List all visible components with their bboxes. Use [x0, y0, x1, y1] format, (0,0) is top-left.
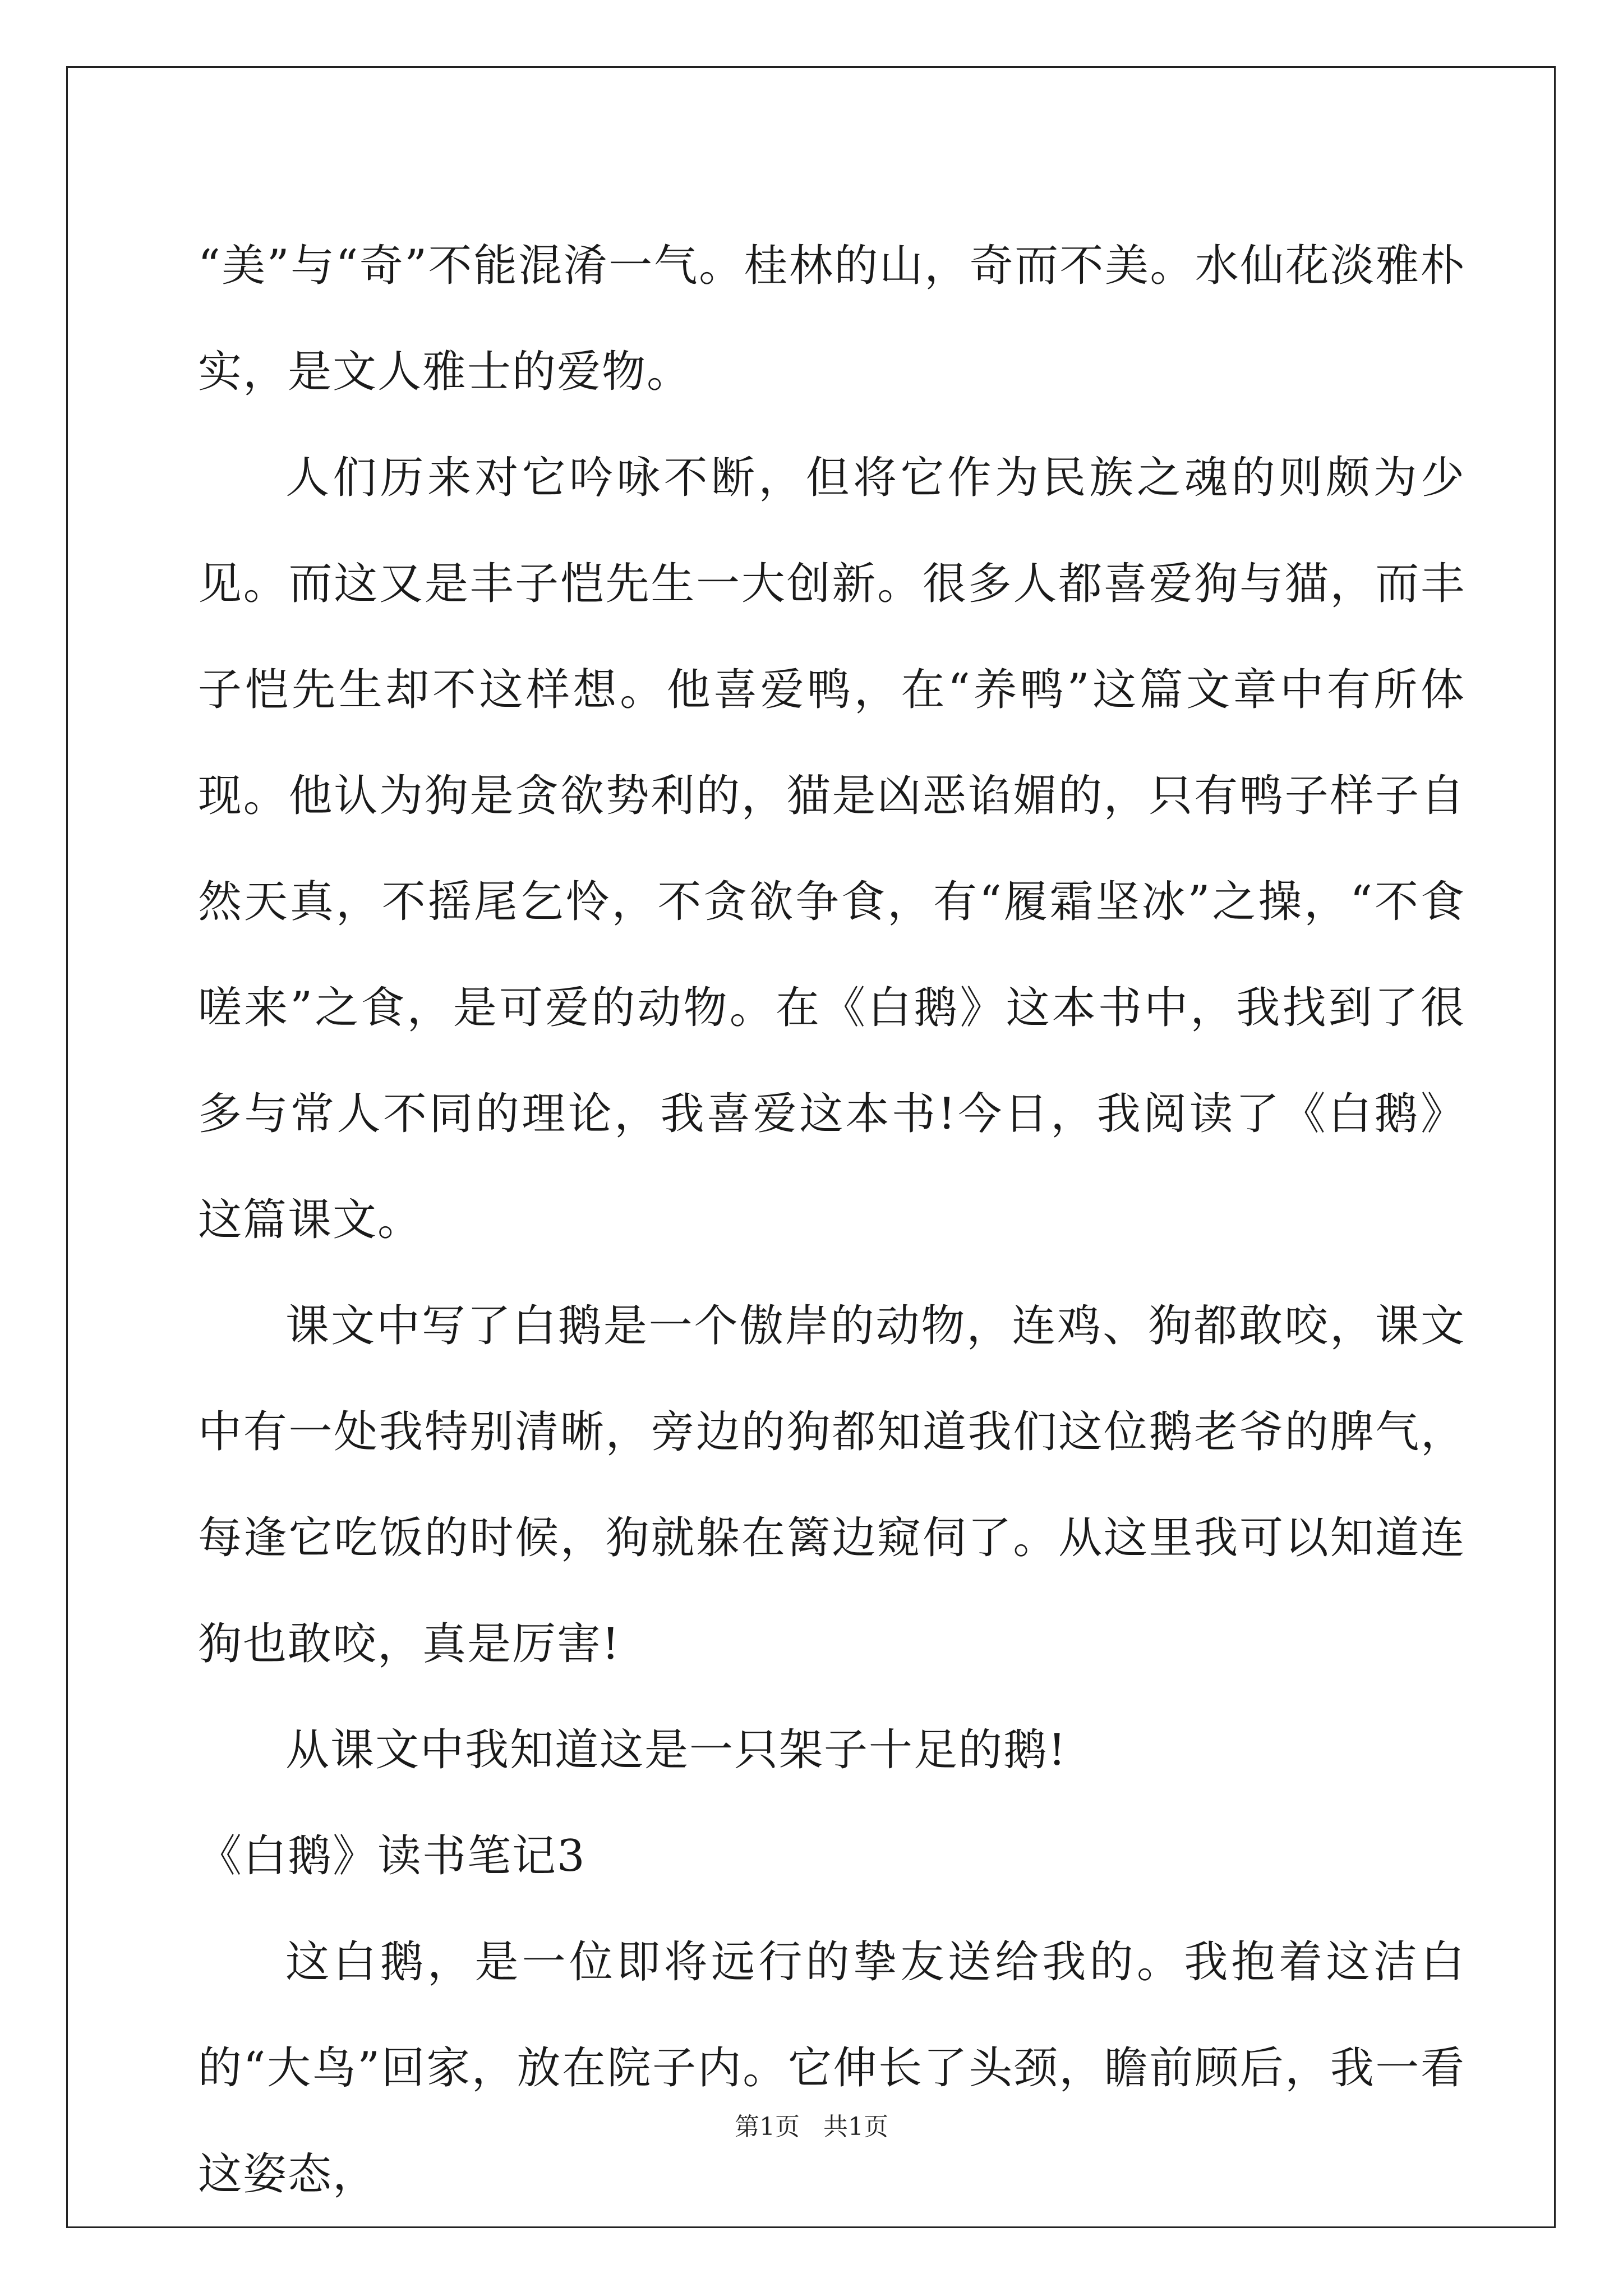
- page-footer: [0, 2110, 1623, 2144]
- paragraph-1: “美”与“奇”不能混淆一气。桂林的山，奇而不美。水仙花淡雅朴实，是文人雅士的爱物。: [198, 241, 1465, 397]
- document-body: [198, 213, 1465, 2228]
- paragraph-5: 这白鹅，是一位即将远行的挚友送给我的。我抱着这洁白的“大鸟”回家，放在院子内。它伸长了头颈，瞻前顾后，我一看这姿态，: [198, 1937, 1465, 2200]
- paragraph-4: 从课文中我知道这是一只架子十足的鹅!: [285, 1725, 1067, 1775]
- paragraph-2: 人们历来对它吟咏不断，但将它作为民族之魂的则颇为少见。而这又是丰子恺先生一大创新。很多人都喜爱狗与猫，而丰子恺先生却不这样想。他喜爱鸭，在“养鸭”这篇文章中有所体现。他认为狗是贪欲势利的，猫是凶恶谄媚的，只有鸭子样子自然天真，不摇尾乞怜，不贪欲争食，有“履霜坚冰”之操，“不食嗟来”之食，是可爱的动物。在《白鹅》这本书中，我找到了很多与常人不同的理论，我喜爱这本书!今日，我阅读了《白鹅》这篇课文。: [198, 453, 1465, 1245]
- page-total: 共1页: [823, 2113, 888, 2141]
- paragraph-3: 课文中写了白鹅是一个傲岸的动物，连鸡、狗都敢咬，课文中有一处我特别清晰，旁边的狗都知道我们这位鹅老爷的脾气，每逢它吃饭的时候，狗就躲在篱边窥伺了。从这里我可以知道连狗也敢咬，真是厉害!: [198, 1301, 1465, 1669]
- page-number: 第1页: [735, 2113, 800, 2141]
- section-heading: 《白鹅》读书笔记3: [198, 1831, 586, 1881]
